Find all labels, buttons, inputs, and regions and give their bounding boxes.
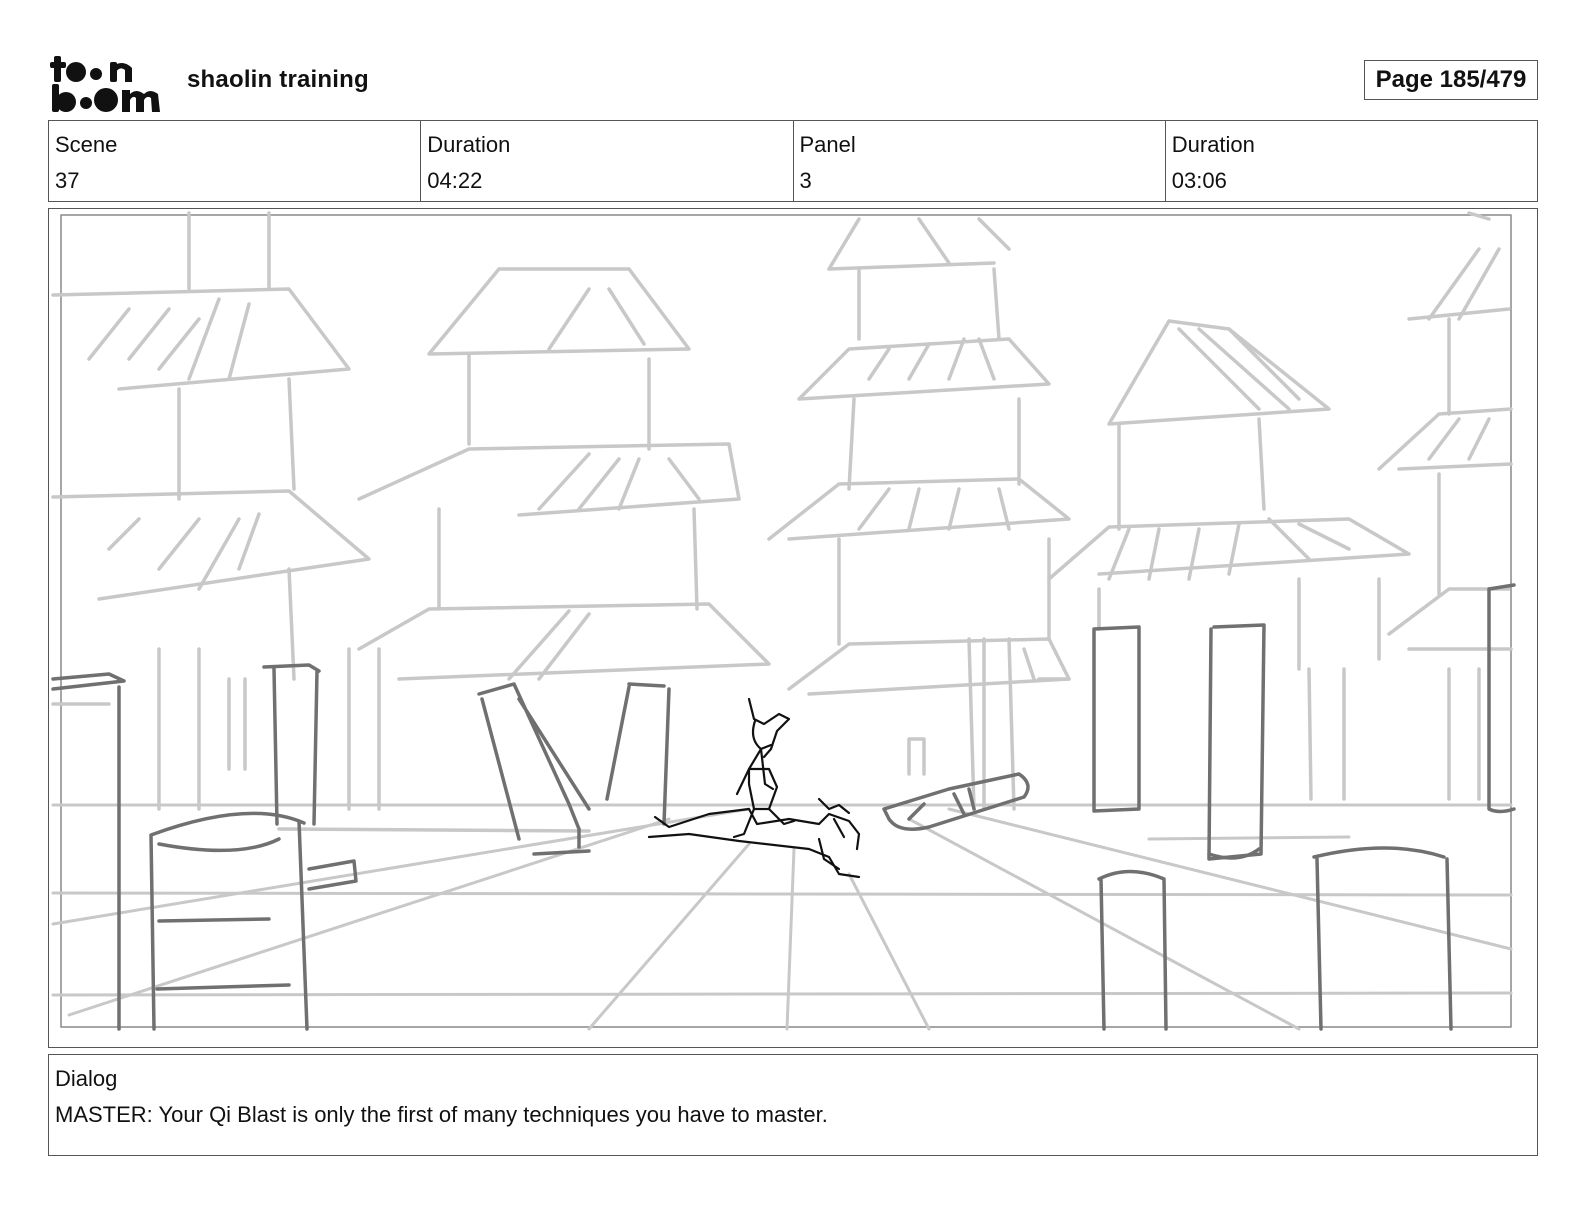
background-temples (53, 213, 1511, 831)
characters-sketch (649, 699, 859, 877)
dialog-box (48, 1054, 1538, 1156)
project-title: shaolin training (187, 66, 369, 93)
panel-duration-value: 03:06 (1171, 168, 1227, 193)
dialog-label: Dialog (55, 1066, 118, 1091)
scene-duration-label: Duration (427, 132, 511, 157)
dialog-text: MASTER: Your Qi Blast is only the first of many techniques you have to master. (55, 1102, 828, 1127)
panel-cell (794, 121, 1166, 201)
storyboard-panel (48, 208, 1538, 1048)
scene-duration-cell (421, 121, 793, 201)
panel-duration-label: Duration (1171, 132, 1255, 157)
panel-label: Panel (799, 132, 856, 157)
scene-duration-value: 04:22 (427, 168, 483, 193)
foreground-pillars (53, 585, 1514, 1029)
storyboard-sketch (49, 209, 1536, 1046)
scene-value: 37 (55, 168, 80, 193)
toon-boom-logo (50, 50, 166, 114)
panel-value: 3 (799, 168, 812, 193)
info-table (48, 120, 1538, 202)
panel-duration-cell (1166, 121, 1537, 201)
floor-lines (53, 805, 1511, 1029)
page-number: Page 185/479 (1364, 60, 1538, 100)
scene-label: Scene (55, 132, 118, 157)
scene-cell (49, 121, 421, 201)
